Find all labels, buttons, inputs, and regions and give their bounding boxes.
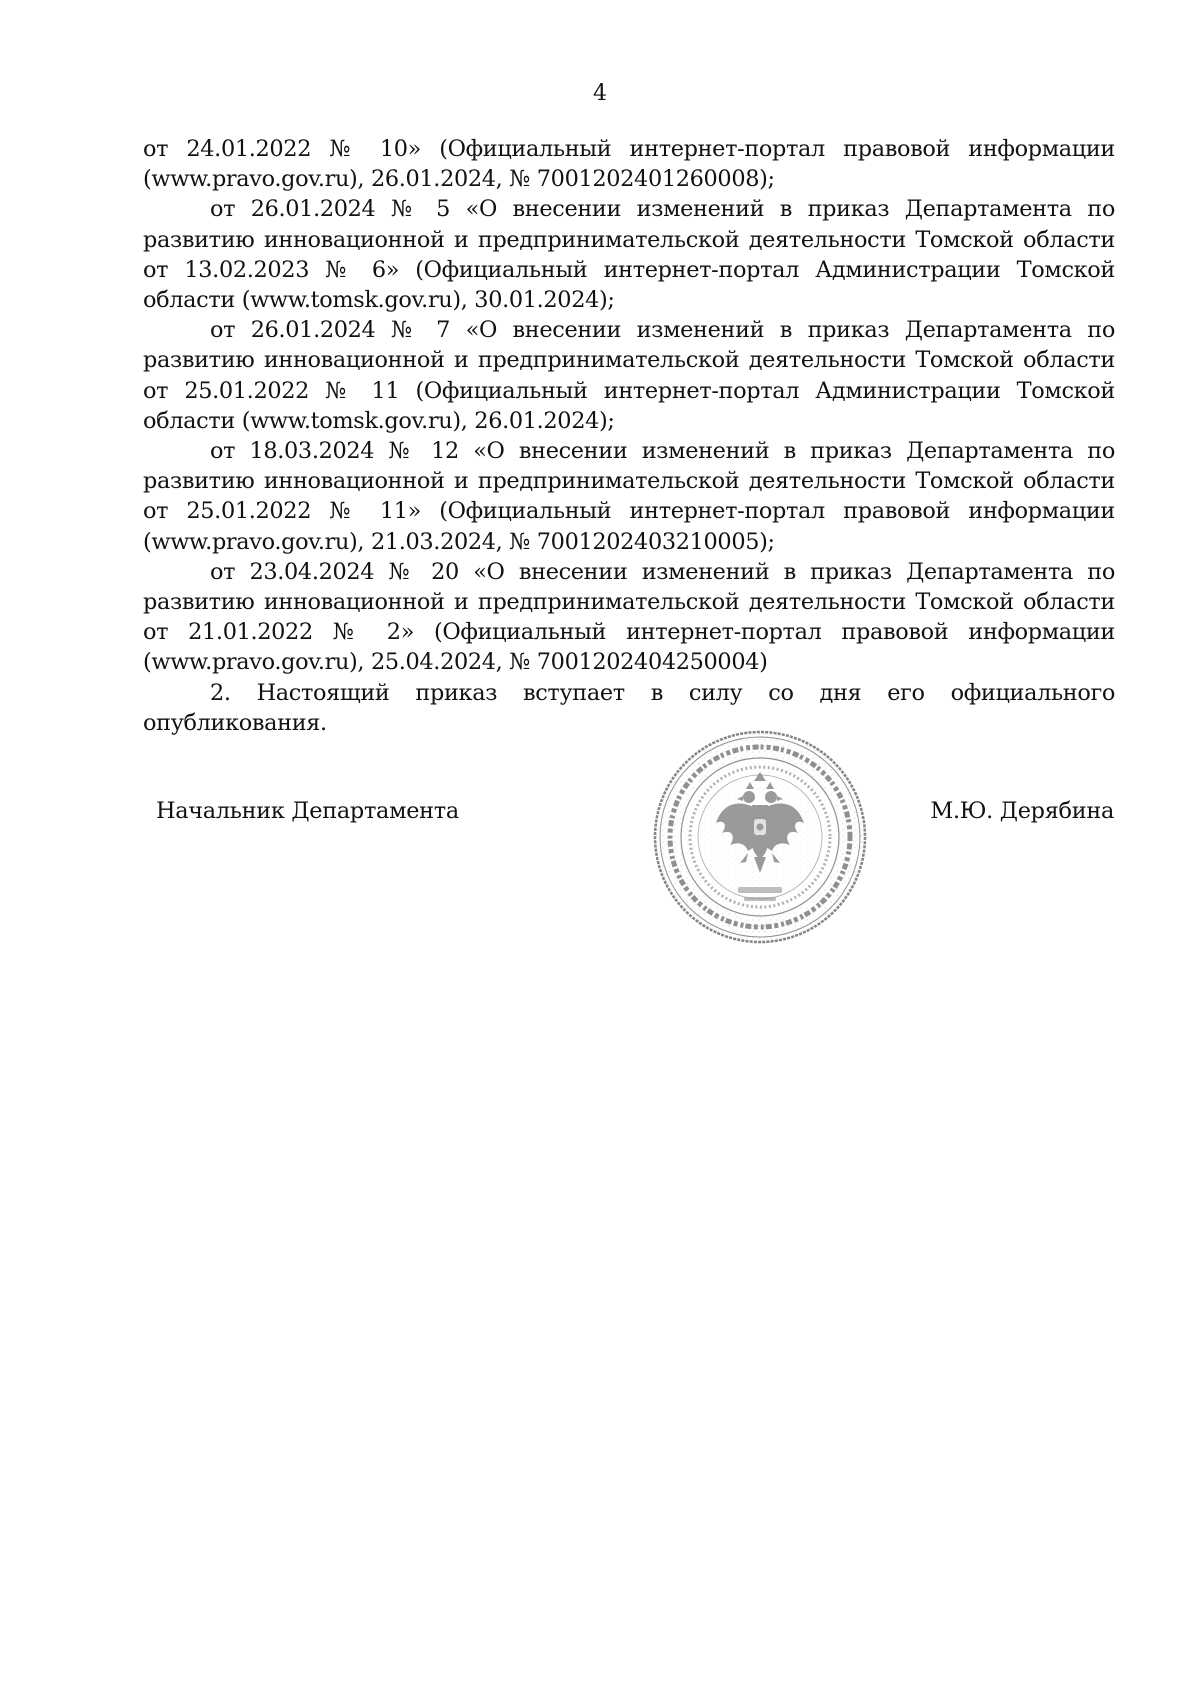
paragraph-order-item-5: от 23.04.2024 № 20 «О внесении изменений в приказ Департамента по развитию инновационной и предпринимательской деятельности Томской области от 21.01.2022 № 2» (Официальный интернет-портал правовой информации (www.pravo.gov.ru), 25.04.2024, № 7001202404250004) [143, 558, 1115, 676]
paragraph-order-item-4: от 18.03.2024 № 12 «О внесении изменений в приказ Департамента по развитию инновационной и предпринимательской деятельности Томской области от 25.01.2022 № 11» (Официальный интернет-портал правовой информации (www.pravo.gov.ru), 21.03.2024, № 7001202403210005); [143, 438, 1115, 555]
paragraph-order-item-2: от 26.01.2024 № 5 «О внесении изменений в приказ Департамента по развитию инновационной и предпринимательской деятельности Томской области от 13.02.2023 № 6» (Официальный интернет-портал Администрации Томской области (www.tomsk.gov.ru), 30.01.2024); [143, 196, 1115, 314]
paragraph-order-item-1: от 24.01.2022 № 10» (Официальный интернет-портал правовой информации (www.pravo.gov.ru), 26.01.2024, № 7001202401260008); [143, 136, 1115, 193]
paragraph-order-item-3: от 26.01.2024 № 7 «О внесении изменений в приказ Департамента по развитию инновационной и предпринимательской деятельности Томской области от 25.01.2022 № 11 (Официальный интернет-портал Администрации Томской области (www.tomsk.gov.ru), 26.01.2024); [143, 317, 1115, 434]
page-number: 4 [593, 81, 607, 106]
signatory-name: М.Ю. Дерябина [930, 798, 1114, 824]
document-body [143, 134, 1115, 738]
official-seal-stamp [650, 727, 870, 947]
signatory-title: Начальник Департамента [156, 798, 459, 824]
paragraph-effective-date: 2. Настоящий приказ вступает в силу со дня его официального опубликования. [143, 679, 1115, 736]
